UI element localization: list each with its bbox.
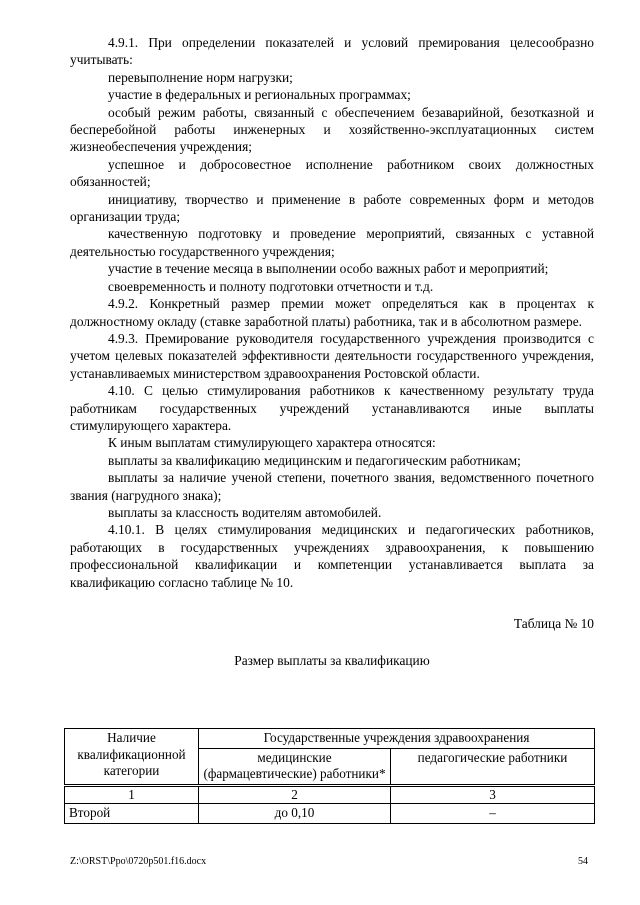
list-item: участие в федеральных и региональных программах; xyxy=(108,87,411,103)
paragraph-other-payments: К иным выплатам стимулирующего характера относятся: xyxy=(108,435,436,451)
list-item: качественную подготовку и проведение мероприятий, связанных с уставной деятельностью государственного учреждения; xyxy=(70,226,594,259)
paragraph-4-9-1: 4.9.1. При определении показателей и условий премирования целесообразно учитывать: xyxy=(70,35,594,68)
header-institutions: Государственные учреждения здравоохранения xyxy=(199,729,595,749)
footer-file-path: Z:\ORST\Ppo\0720p501.f16.docx xyxy=(70,856,207,867)
paragraph-4-10: 4.10. С целью стимулирования работников к качественному результату труда работникам государственных учреждений устанавливаются иные выплаты стимулирующего характера. xyxy=(70,383,594,433)
paragraph-4-10-1: 4.10.1. В целях стимулирования медицинских и педагогических работников, работающих в государственных учреждениях здравоохранения, к повышению профессиональной квалификации и компетенции устанавливается выплата за квалификацию согласно таблице № 10. xyxy=(70,522,594,590)
list-item: своевременность и полноту подготовки отчетности и т.д. xyxy=(108,278,434,294)
table-cell-category: Второй xyxy=(65,804,199,824)
table-header-row xyxy=(65,729,595,749)
table-number-row xyxy=(65,785,595,804)
list-item: выплаты за квалификацию медицинским и педагогическим работникам; xyxy=(108,452,521,468)
document-body xyxy=(70,34,594,670)
list-item: успешное и добросовестное исполнение работником своих должностных обязанностей; xyxy=(70,156,594,190)
page-number: 54 xyxy=(578,856,588,867)
list-item: выплаты за наличие ученой степени, почетного звания, ведомственного почетного звания (нагрудного знака); xyxy=(70,470,594,503)
header-medical: медицинские (фармацевтические) работники* xyxy=(199,748,391,785)
list-item: особый режим работы, связанный с обеспечением безаварийной, безотказной и бесперебойной работы инженерных и хозяйственно-эксплуатационных систем жизнеобеспечения учреждения; xyxy=(70,104,594,155)
table-cell-medical: до 0,10 xyxy=(199,804,391,824)
list-item: участие в течение месяца в выполнении особо важных работ и мероприятий; xyxy=(108,261,549,277)
table-caption: Таблица № 10 xyxy=(513,616,594,631)
paragraph-4-9-2: 4.9.2. Конкретный размер премии может определяться как в процентах к должностному окладу (ставке заработной платы) работника, так и в абсолютном размере. xyxy=(70,296,594,329)
table-title: Размер выплаты за квалификацию xyxy=(234,653,430,669)
header-pedagogical: педагогические работники xyxy=(391,748,595,785)
header-category: Наличие квалификационной категории xyxy=(65,729,199,786)
column-number: 3 xyxy=(391,785,595,804)
paragraph-4-9-3: 4.9.3. Премирование руководителя государственного учреждения производится с учетом целевых показателей эффективности деятельности государственного учреждения, устанавливаемых министерством здравоохранения Ростовской области. xyxy=(70,330,594,381)
table-row xyxy=(65,804,595,824)
column-number: 2 xyxy=(199,785,391,804)
table-cell-pedagogical: – xyxy=(391,804,595,824)
qualification-table xyxy=(64,728,595,824)
list-item: инициативу, творчество и применение в работе современных форм и методов организации труда; xyxy=(70,191,594,225)
column-number: 1 xyxy=(65,785,199,804)
list-item: перевыполнение норм нагрузки; xyxy=(108,69,293,85)
list-item: выплаты за классность водителям автомобилей. xyxy=(108,504,382,520)
